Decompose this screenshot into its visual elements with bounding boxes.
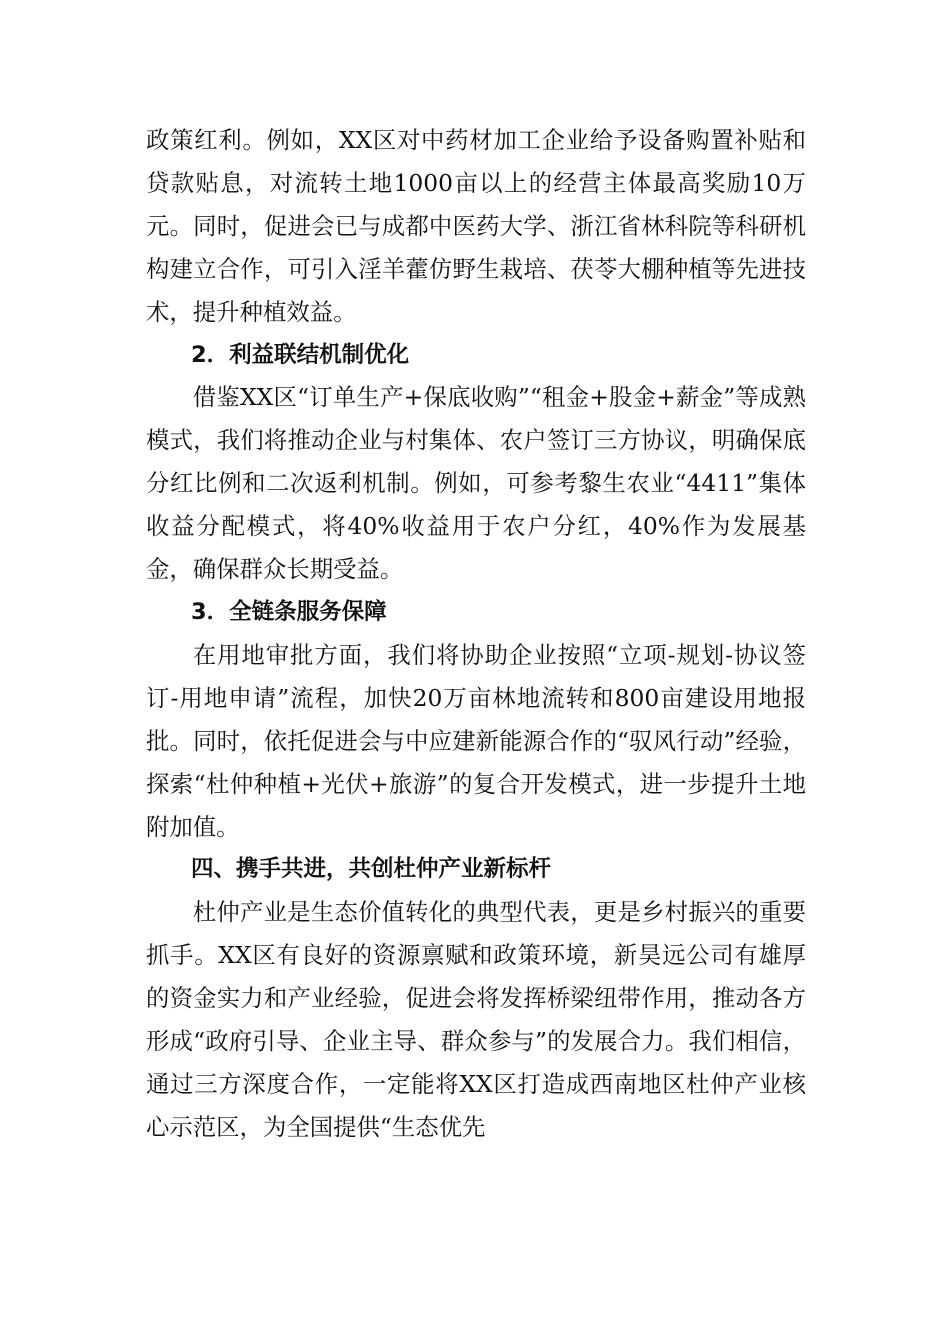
paragraph-policy-dividends: 政策红利。例如，XX区对中药材加工企业给予设备购置补贴和贷款贴息，对流转土地1000亩以上的经营主体最高奖励10万元。同时，促进会已与成都中医药大学、浙江省林科院等科研机构建立合作，可引入淫羊藿仿野生栽培、茯苓大棚种植等先进技术，提升种植效益。: [146, 126, 806, 326]
paragraph-full-chain-service: 在用地审批方面，我们将协助企业按照“立项-规划-协议签订-用地申请”流程，加快20万亩林地流转和800亩建设用地报批。同时，依托促进会与中应建新能源合作的“驭风行动”经验，探索“杜仲种植+光伏+旅游”的复合开发模式，进一步提升土地附加值。: [146, 640, 806, 841]
paragraph-section-four: 杜仲产业是生态价值转化的典型代表，更是乡村振兴的重要抓手。XX区有良好的资源禀赋和政策环境，新昊远公司有雄厚的资金实力和产业经验，促进会将发挥桥梁纽带作用，推动各方形成“政府引导、企业主导、群众参与”的发展合力。我们相信，通过三方深度合作，一定能将XX区打造成西南地区杜仲产业核心示范区，为全国提供“生态优先: [146, 898, 806, 1141]
paragraph-benefit-linkage: 借鉴XX区“订单生产+保底收购”“租金+股金+薪金”等成熟模式，我们将推动企业与村集体、农户签订三方协议，明确保底分红比例和二次返利机制。例如，可参考黎生农业“4411”集体收益分配模式，将40%收益用于农户分红，40%作为发展基金，确保群众长期受益。: [146, 383, 806, 584]
heading-benefit-linkage: 2．利益联结机制优化: [191, 341, 410, 368]
heading-section-four: 四、携手共进，共创杜仲产业新标杆: [191, 856, 552, 883]
document-page: [146, 119, 806, 1149]
heading-full-chain-service: 3．全链条服务保障: [191, 598, 387, 625]
